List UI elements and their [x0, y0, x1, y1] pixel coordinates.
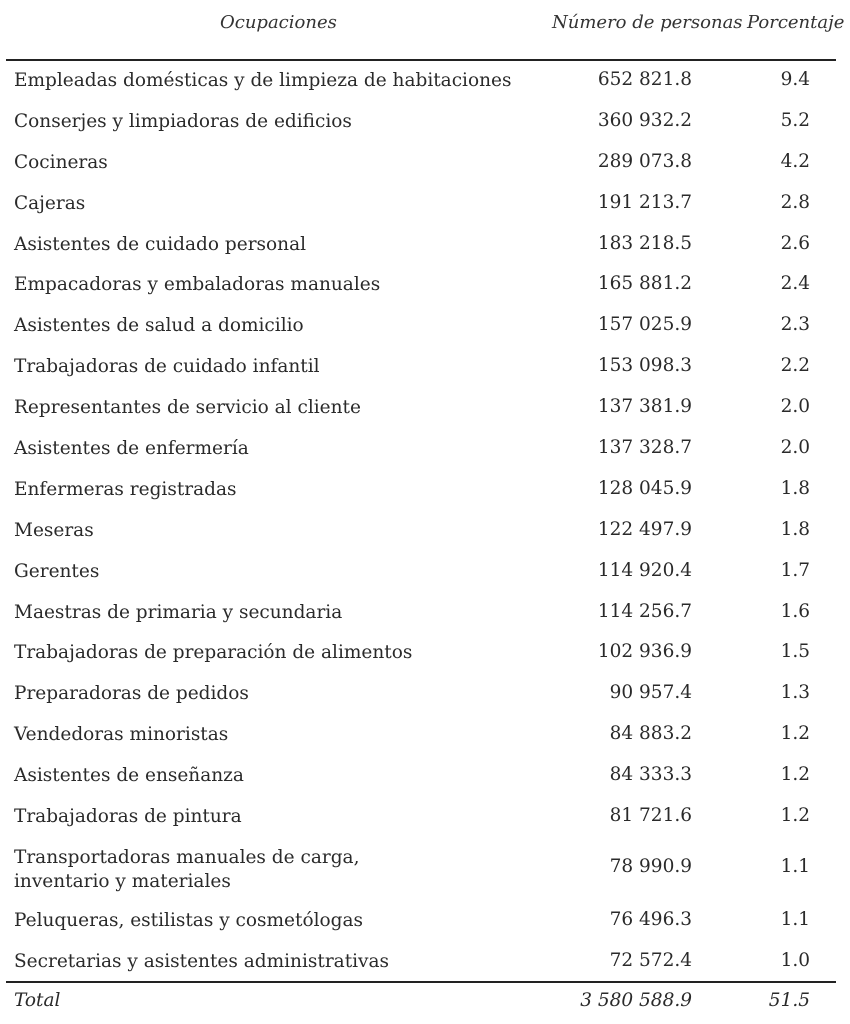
total-row — [0, 986, 850, 1022]
number-cell: 78 990.9 — [609, 855, 692, 877]
table-row — [0, 757, 850, 798]
occupation-cell: Trabajadoras de pintura — [14, 806, 242, 828]
header-number: Número de personas — [552, 12, 743, 33]
total-number: 3 580 588.9 — [580, 990, 692, 1011]
occupation-cell: Cajeras — [14, 192, 86, 214]
number-cell: 137 328.7 — [597, 437, 692, 459]
percent-cell: 4.2 — [780, 150, 810, 172]
percent-cell: 1.2 — [780, 805, 810, 827]
occupation-cell: Vendedoras minoristas — [14, 724, 229, 746]
number-cell: 90 957.4 — [609, 682, 692, 704]
percent-cell: 1.0 — [780, 949, 810, 971]
percent-cell: 1.6 — [780, 600, 810, 622]
occupation-cell: Meseras — [14, 519, 94, 541]
table-row — [0, 348, 850, 389]
table-row — [0, 144, 850, 185]
occupation-cell: Secretarias y asistentes administrativas — [14, 950, 390, 972]
percent-cell: 2.8 — [780, 191, 810, 213]
occupation-cell: Trabajadoras de preparación de alimentos — [14, 642, 413, 664]
table-row — [0, 266, 850, 307]
total-label: Total — [14, 990, 61, 1011]
number-cell: 72 572.4 — [609, 949, 692, 971]
percent-cell: 1.2 — [780, 723, 810, 745]
percent-cell: 2.2 — [780, 355, 810, 377]
table-row — [0, 185, 850, 226]
number-cell: 652 821.8 — [597, 69, 692, 90]
number-cell: 81 721.6 — [609, 805, 692, 827]
table-row — [0, 553, 850, 594]
table-row — [0, 389, 850, 430]
percent-cell: 2.0 — [780, 396, 810, 418]
percent-cell: 2.4 — [780, 273, 810, 295]
table-row — [0, 307, 850, 348]
occupation-cell: Asistentes de salud a domicilio — [14, 315, 304, 337]
number-cell: 137 381.9 — [597, 396, 692, 418]
table-row — [0, 798, 850, 839]
table-row — [0, 634, 850, 675]
number-cell: 289 073.8 — [597, 150, 692, 172]
occupation-cell: Asistentes de cuidado personal — [14, 233, 307, 255]
number-cell: 84 333.3 — [609, 764, 692, 786]
number-cell: 122 497.9 — [597, 518, 692, 540]
number-cell: 76 496.3 — [609, 908, 692, 930]
table-row — [0, 512, 850, 553]
occupation-cell: Transportadoras manuales de carga, inventario y materiales — [14, 846, 360, 892]
percent-cell: 1.1 — [780, 855, 810, 877]
header-percent: Porcentaje — [747, 12, 845, 33]
percent-cell: 2.3 — [780, 314, 810, 336]
occupation-cell: Preparadoras de pedidos — [14, 683, 249, 705]
occupation-cell: Trabajadoras de cuidado infantil — [14, 356, 320, 378]
table-header — [0, 0, 850, 50]
number-cell: 102 936.9 — [597, 641, 692, 663]
table-row — [0, 103, 850, 144]
number-cell: 360 932.2 — [597, 109, 692, 131]
occupation-cell: Empleadas domésticas y de limpieza de habitaciones — [14, 70, 512, 91]
number-cell: 153 098.3 — [597, 355, 692, 377]
occupation-cell: Empacadoras y embaladoras manuales — [14, 274, 381, 296]
occupation-cell: Maestras de primaria y secundaria — [14, 601, 343, 623]
percent-cell: 1.3 — [780, 682, 810, 704]
percent-cell: 1.1 — [780, 908, 810, 930]
table-row — [0, 675, 850, 716]
occupation-cell: Cocineras — [14, 151, 108, 173]
header-occupations: Ocupaciones — [220, 12, 337, 33]
occupation-cell: Asistentes de enfermería — [14, 438, 249, 460]
occupation-cell: Enfermeras registradas — [14, 478, 237, 500]
table-row — [0, 839, 850, 902]
percent-cell: 2.6 — [780, 232, 810, 254]
number-cell: 114 920.4 — [597, 559, 692, 581]
number-cell: 114 256.7 — [597, 600, 692, 622]
table-row — [0, 943, 850, 984]
occupation-cell: Peluqueras, estilistas y cosmetólogas — [14, 909, 363, 931]
number-cell: 165 881.2 — [597, 273, 692, 295]
table-row — [0, 226, 850, 267]
percent-cell: 1.8 — [780, 477, 810, 499]
table-row — [0, 471, 850, 512]
percent-cell: 1.8 — [780, 518, 810, 540]
number-cell: 183 218.5 — [597, 232, 692, 254]
total-percent: 51.5 — [768, 990, 810, 1011]
number-cell: 84 883.2 — [609, 723, 692, 745]
table-row — [0, 594, 850, 635]
total-divider — [6, 981, 836, 983]
number-cell: 191 213.7 — [597, 191, 692, 213]
percent-cell: 5.2 — [780, 109, 810, 131]
occupation-cell: Conserjes y limpiadoras de edificios — [14, 110, 352, 132]
occupation-cell: Representantes de servicio al cliente — [14, 397, 361, 419]
percent-cell: 1.5 — [780, 641, 810, 663]
occupation-cell: Gerentes — [14, 560, 100, 582]
table-body — [0, 62, 850, 984]
occupation-cell: Asistentes de enseñanza — [14, 765, 244, 787]
table-row — [0, 62, 850, 103]
number-cell: 128 045.9 — [597, 477, 692, 499]
percent-cell: 2.0 — [780, 437, 810, 459]
header-divider — [6, 59, 836, 61]
percent-cell: 1.7 — [780, 559, 810, 581]
percent-cell: 1.2 — [780, 764, 810, 786]
table-row — [0, 430, 850, 471]
percent-cell: 9.4 — [780, 69, 810, 90]
table-row — [0, 716, 850, 757]
table-row — [0, 902, 850, 943]
number-cell: 157 025.9 — [597, 314, 692, 336]
